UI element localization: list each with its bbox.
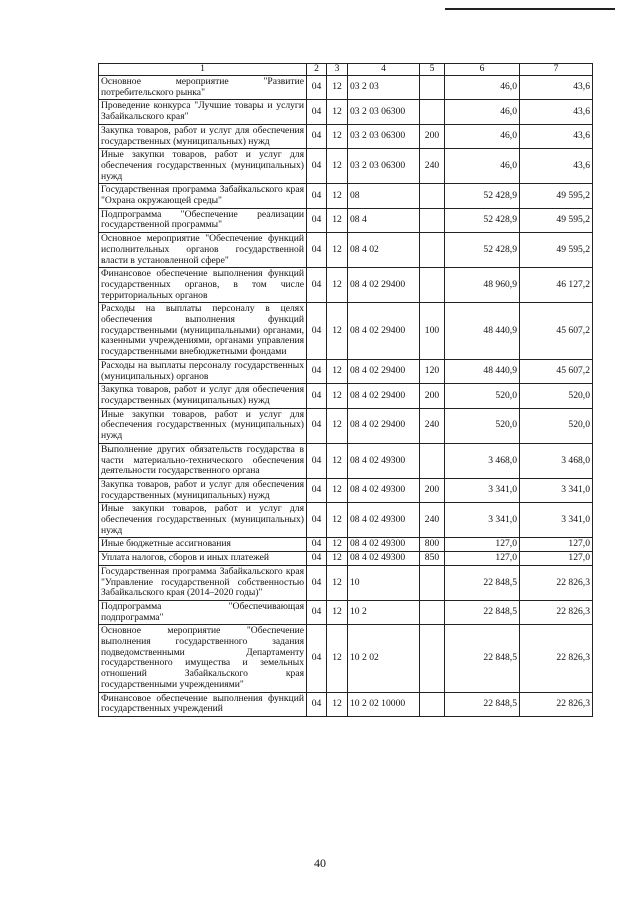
header-col-5: 5 [420,64,445,76]
row-section: 04 [307,503,327,538]
row-section: 04 [307,208,327,232]
row-subsection: 12 [327,478,348,502]
row-amount-plan: 520,0 [445,384,520,408]
top-rule [445,8,615,10]
row-target-code: 08 4 [348,208,420,232]
row-expense-type: 800 [420,538,445,552]
row-amount-plan: 46,0 [445,76,520,100]
row-target-code: 10 2 02 10000 [348,692,420,716]
row-name: Государственная программа Забайкальского края "Управление государственной собственностью Забайкальского края (2014–2020 годы)" [99,565,307,600]
row-section: 04 [307,184,327,208]
row-amount-actual: 45 607,2 [520,303,593,360]
row-name: Иные бюджетные ассигнования [99,538,307,552]
row-section: 04 [307,124,327,148]
row-name: Финансовое обеспечение выполнения функций государственных органов, в том числе территориальных органов [99,268,307,303]
row-expense-type [420,184,445,208]
row-expense-type [420,692,445,716]
row-amount-actual: 520,0 [520,384,593,408]
row-section: 04 [307,359,327,383]
row-target-code: 08 4 02 29400 [348,384,420,408]
table-row [99,124,593,148]
row-section: 04 [307,692,327,716]
row-name: Подпрограмма "Обеспечение реализации государственной программы" [99,208,307,232]
row-target-code: 08 4 02 [348,233,420,268]
row-amount-actual: 22 826,3 [520,692,593,716]
row-section: 04 [307,384,327,408]
row-subsection: 12 [327,692,348,716]
row-name: Основное мероприятие "Обеспечение выполнения государственного задания подведомственными Департаменту государственного имущества и земельных отношений Забайкальского края государственными учреждениями" [99,625,307,692]
row-expense-type: 120 [420,359,445,383]
row-section: 04 [307,538,327,552]
row-target-code: 03 2 03 06300 [348,124,420,148]
row-amount-plan: 52 428,9 [445,208,520,232]
row-expense-type [420,443,445,478]
row-section: 04 [307,408,327,443]
row-name: Иные закупки товаров, работ и услуг для обеспечения государственных (муниципальных) нужд [99,503,307,538]
row-section: 04 [307,625,327,692]
row-target-code: 08 4 02 29400 [348,359,420,383]
row-target-code: 10 2 [348,600,420,624]
table-row [99,538,593,552]
row-amount-actual: 43,6 [520,124,593,148]
row-name: Подпрограмма "Обеспечивающая подпрограмма" [99,600,307,624]
row-amount-plan: 52 428,9 [445,233,520,268]
row-subsection: 12 [327,268,348,303]
table-row [99,268,593,303]
row-target-code: 08 4 02 29400 [348,268,420,303]
table-row [99,565,593,600]
row-expense-type: 200 [420,478,445,502]
row-amount-plan: 22 848,5 [445,625,520,692]
row-amount-plan: 22 848,5 [445,600,520,624]
row-name: Закупка товаров, работ и услуг для обеспечения государственных (муниципальных) нужд [99,478,307,502]
table-row [99,503,593,538]
row-expense-type [420,600,445,624]
row-subsection: 12 [327,184,348,208]
table-row [99,149,593,184]
row-target-code: 08 4 02 49300 [348,552,420,566]
row-target-code: 08 4 02 29400 [348,408,420,443]
row-section: 04 [307,478,327,502]
row-amount-actual: 3 341,0 [520,478,593,502]
header-col-4: 4 [348,64,420,76]
row-name: Проведение конкурса "Лучшие товары и услуги Забайкальского края" [99,100,307,124]
row-target-code: 08 4 02 29400 [348,303,420,360]
row-expense-type [420,100,445,124]
table-row [99,233,593,268]
row-amount-plan: 48 440,9 [445,303,520,360]
row-amount-actual: 49 595,2 [520,233,593,268]
row-name: Основное мероприятие "Развитие потребительского рынка" [99,76,307,100]
row-subsection: 12 [327,233,348,268]
row-amount-actual: 45 607,2 [520,359,593,383]
table-body [99,76,593,717]
row-amount-plan: 127,0 [445,538,520,552]
row-target-code: 08 4 02 49300 [348,478,420,502]
header-col-7: 7 [520,64,593,76]
row-target-code: 10 2 02 [348,625,420,692]
row-name: Государственная программа Забайкальского края "Охрана окружающей среды" [99,184,307,208]
row-amount-actual: 22 826,3 [520,625,593,692]
row-target-code: 08 [348,184,420,208]
row-subsection: 12 [327,76,348,100]
row-section: 04 [307,233,327,268]
row-target-code: 08 4 02 49300 [348,503,420,538]
row-name: Иные закупки товаров, работ и услуг для обеспечения государственных (муниципальных) нужд [99,149,307,184]
row-amount-actual: 127,0 [520,538,593,552]
row-section: 04 [307,600,327,624]
table-row [99,600,593,624]
row-expense-type [420,76,445,100]
table-row [99,303,593,360]
row-amount-plan: 46,0 [445,124,520,148]
row-amount-actual: 22 826,3 [520,600,593,624]
row-subsection: 12 [327,625,348,692]
row-name: Закупка товаров, работ и услуг для обеспечения государственных (муниципальных) нужд [99,384,307,408]
row-amount-plan: 48 440,9 [445,359,520,383]
row-target-code: 03 2 03 06300 [348,100,420,124]
table-row [99,443,593,478]
row-amount-actual: 49 595,2 [520,208,593,232]
row-amount-plan: 22 848,5 [445,565,520,600]
row-target-code: 10 [348,565,420,600]
row-amount-plan: 127,0 [445,552,520,566]
row-expense-type: 200 [420,124,445,148]
table-row [99,208,593,232]
table-row [99,184,593,208]
table-row [99,478,593,502]
row-amount-actual: 520,0 [520,408,593,443]
row-expense-type [420,268,445,303]
row-target-code: 03 2 03 [348,76,420,100]
row-subsection: 12 [327,600,348,624]
row-amount-actual: 49 595,2 [520,184,593,208]
row-amount-plan: 3 341,0 [445,503,520,538]
row-subsection: 12 [327,552,348,566]
row-name: Расходы на выплаты персоналу государственных (муниципальных) органов [99,359,307,383]
row-amount-plan: 46,0 [445,149,520,184]
row-expense-type [420,625,445,692]
row-amount-plan: 52 428,9 [445,184,520,208]
table-row [99,359,593,383]
row-subsection: 12 [327,100,348,124]
row-name: Выполнение других обязательств государства в части материально-технического обеспечения деятельности государственного органа [99,443,307,478]
header-col-3: 3 [327,64,348,76]
row-subsection: 12 [327,565,348,600]
row-subsection: 12 [327,384,348,408]
row-name: Основное мероприятие "Обеспечение функций исполнительных органов государственной власти в установленной сфере" [99,233,307,268]
row-expense-type [420,233,445,268]
row-amount-plan: 46,0 [445,100,520,124]
row-amount-plan: 22 848,5 [445,692,520,716]
header-col-1: 1 [99,64,307,76]
row-amount-actual: 22 826,3 [520,565,593,600]
row-subsection: 12 [327,503,348,538]
row-amount-plan: 48 960,9 [445,268,520,303]
table-row [99,625,593,692]
row-name: Уплата налогов, сборов и иных платежей [99,552,307,566]
row-expense-type [420,565,445,600]
row-amount-plan: 520,0 [445,408,520,443]
header-col-2: 2 [307,64,327,76]
row-section: 04 [307,443,327,478]
table-row [99,100,593,124]
row-subsection: 12 [327,124,348,148]
row-amount-actual: 43,6 [520,149,593,184]
row-section: 04 [307,149,327,184]
row-subsection: 12 [327,538,348,552]
row-amount-plan: 3 341,0 [445,478,520,502]
row-section: 04 [307,565,327,600]
row-name: Иные закупки товаров, работ и услуг для обеспечения государственных (муниципальных) нужд [99,408,307,443]
row-name: Расходы на выплаты персоналу в целях обеспечения выполнения функций государственными (муниципальными) органами, казенными учреждениями, органами управления государственными внебюджетными фондами [99,303,307,360]
row-target-code: 03 2 03 06300 [348,149,420,184]
row-subsection: 12 [327,359,348,383]
row-section: 04 [307,76,327,100]
row-target-code: 08 4 02 49300 [348,538,420,552]
row-amount-plan: 3 468,0 [445,443,520,478]
row-expense-type: 240 [420,408,445,443]
row-amount-actual: 43,6 [520,76,593,100]
table-row [99,692,593,716]
row-target-code: 08 4 02 49300 [348,443,420,478]
row-section: 04 [307,303,327,360]
row-subsection: 12 [327,408,348,443]
header-col-6: 6 [445,64,520,76]
row-amount-actual: 46 127,2 [520,268,593,303]
page-number: 40 [314,856,326,870]
row-expense-type [420,208,445,232]
row-subsection: 12 [327,208,348,232]
row-expense-type: 240 [420,149,445,184]
table-row [99,408,593,443]
row-subsection: 12 [327,149,348,184]
row-expense-type: 200 [420,384,445,408]
row-subsection: 12 [327,443,348,478]
table-row [99,384,593,408]
row-name: Финансовое обеспечение выполнения функций государственных учреждений [99,692,307,716]
row-name: Закупка товаров, работ и услуг для обеспечения государственных (муниципальных) нужд [99,124,307,148]
header-row [99,64,593,76]
budget-table [98,63,593,717]
row-section: 04 [307,552,327,566]
row-amount-actual: 3 468,0 [520,443,593,478]
row-section: 04 [307,100,327,124]
row-section: 04 [307,268,327,303]
row-expense-type: 850 [420,552,445,566]
row-expense-type: 240 [420,503,445,538]
row-amount-actual: 43,6 [520,100,593,124]
table-row [99,76,593,100]
row-amount-actual: 3 341,0 [520,503,593,538]
table-row [99,552,593,566]
row-amount-actual: 127,0 [520,552,593,566]
row-expense-type: 100 [420,303,445,360]
row-subsection: 12 [327,303,348,360]
